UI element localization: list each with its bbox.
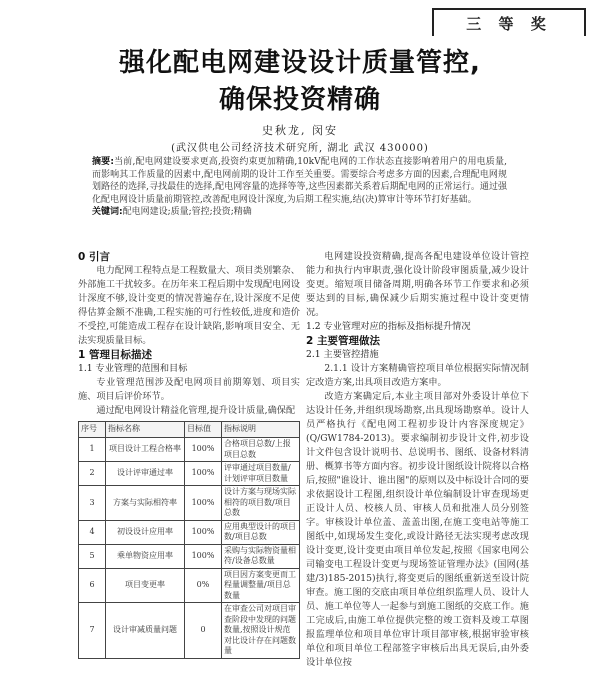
article-title-line2: 确保投资精确 xyxy=(218,85,381,115)
row-name: 项目设计工程合格率 xyxy=(106,438,185,462)
table-row xyxy=(79,568,300,603)
table-row xyxy=(79,520,300,544)
row-desc: 项目因方案变更而工程量调整量/项目总数量 xyxy=(222,568,300,603)
row-desc: 合格项目总数/上报项目总数 xyxy=(222,438,300,462)
row-desc: 应用典型设计的项目数/项目总数 xyxy=(222,520,300,544)
row-name: 项目变更率 xyxy=(106,568,185,603)
row-name: 设计审减质量问题 xyxy=(106,603,185,659)
table-row xyxy=(79,544,300,568)
table-header: 指标说明 xyxy=(222,422,300,438)
right-column xyxy=(306,250,529,670)
row-target: 100% xyxy=(185,544,222,568)
table-header: 指标名称 xyxy=(106,422,185,438)
row-desc: 设计方案与现场实际相符的项目数/项目总数 xyxy=(222,486,300,521)
row-name: 乘单物资应用率 xyxy=(106,544,185,568)
row-no: 7 xyxy=(79,603,106,659)
table-row xyxy=(79,438,300,462)
table-header: 目标值 xyxy=(185,422,222,438)
indicator-table xyxy=(78,421,300,659)
row-no: 3 xyxy=(79,486,106,521)
row-desc: 采购与实际物资量相符/设备总数量 xyxy=(222,544,300,568)
abstract-label: 摘要: xyxy=(92,157,114,167)
keywords-label: 关键词: xyxy=(92,207,123,218)
section-1-heading: 1 管理目标描述 xyxy=(78,349,152,361)
row-no: 6 xyxy=(79,568,106,603)
section-1-1-text2: 通过配电网设计精益化管理,提升设计质量,确保配 xyxy=(96,405,296,416)
row-desc: 评审通过项目数量/计划评审项目数量 xyxy=(222,462,300,486)
row-target: 0% xyxy=(185,568,222,603)
row-name: 设计评审通过率 xyxy=(106,462,185,486)
row-no: 4 xyxy=(79,520,106,544)
keywords-text: 配电网建设;质量;管控;投资;精确 xyxy=(122,207,252,218)
abstract xyxy=(92,156,507,219)
affiliation: (武汉供电公司经济技术研究所, 湖北 武汉 430000) xyxy=(171,143,429,154)
row-target: 100% xyxy=(185,486,222,521)
row-target: 100% xyxy=(185,520,222,544)
award-badge: 三 等 奖 xyxy=(432,8,586,36)
table-header: 序号 xyxy=(79,422,106,438)
row-no: 5 xyxy=(79,544,106,568)
row-no: 2 xyxy=(79,462,106,486)
row-desc: 在审查公司对项目审查阶段中发现的问题数量,按照设计规范对比设计存在问题数量 xyxy=(222,603,300,659)
table-row xyxy=(79,603,300,659)
table-row xyxy=(79,486,300,521)
article-title-line1: 强化配电网建设设计质量管控, xyxy=(119,48,481,78)
table-row xyxy=(79,462,300,486)
row-no: 1 xyxy=(79,438,106,462)
abstract-text: 当前,配电网建设要求更高,投资约束更加精确,10kV配电网的工作状态直接影响着用户的用电质量,而影响其工作质量的因素中,配电网前期的设计工作至关重要。需要综合考虑多方面的因素,合理配电网规划路径的选择,寻找最佳的选择,配电网容量的选择等等,这些因素都关系着后期配电网的正常运行。通过强化配电网设计质量前期管控,改善配电网设计深度,为后期工程实施,结(决)算审计等环节打好基础。 xyxy=(92,157,507,205)
authors: 史秋龙, 闵安 xyxy=(262,124,338,137)
intro-text: 电网建设投资精确,提高各配电建设单位设计管控能力和执行内审职责,强化设计阶段审图质量,减少设计变更。缩短项目储备周期,明确各环节工作要求和必须要达到的目标,确保减少后期实施过程中设计变更情况。 xyxy=(306,251,529,318)
section-1-1-text: 专业管理范围涉及配电网项目前期筹划、项目实施、项目后评价环节。 xyxy=(78,377,300,402)
row-target: 0 xyxy=(185,603,222,659)
section-1-2-heading: 1.2 专业管理对应的指标及指标提升情况 xyxy=(306,321,471,332)
row-name: 方案与实际相符率 xyxy=(106,486,185,521)
section-2-heading: 2 主要管理做法 xyxy=(306,335,380,347)
row-target: 100% xyxy=(185,438,222,462)
row-name: 初设设计应用率 xyxy=(106,520,185,544)
section-0-text: 电力配网工程特点是工程数量大、项目类别繁杂、外部施工干扰较多。在历年来工程后期中发现配电网设计深度不够,设计变更的情况普遍存在,设计深度不足使得估算金额不准确,工程实施的可行性较低,进度和造价不受控,可能造成工程存在设计缺陷,影响项目安全、无法实现质量目标。 xyxy=(78,265,300,346)
left-column xyxy=(78,250,300,659)
section-1-1-heading: 1.1 专业管理的范围和目标 xyxy=(78,363,188,374)
section-2-1-1-para2: 改造方案确定后,本业主项目部对外委设计单位下达设计任务,并组织现场勘察,出具现场勘察单。设计人员严格执行《配电网工程初步设计内容深度规定》(Q/GW1784-2013)。要求编制初步设计文件,初步设计文件包含设计说明书、总说明书、图纸、设备材料清册、概算书等方面内容。初步设计图纸设计院将以合格后,按照"谁设计、谁出图"的原则以及中标设计合同的要求依据设计工程图,组织设计单位编制设计审查现场更正设计人员、校核人员、审核人员和批准人员分别签字。审核设计单位盖、盖盖出图,在施工变电站等施工图纸中,如现场发生变化,或设计路径无法实现考虑改现设计变更,设计变更由项目单位发起,按照《国家电网公司输变电工程设计变更与现场签证管理办法》(国网(基建/3)185-2015)执行,将变更后的图纸重新送至设计院审查。施工图的交底由项目单位组织监理人员、设计人员、施工单位等人一起参与到施工图纸的交底工作。施工完成后,由施工单位提供完整的竣工资料及竣工草图报监理单位和项目单位审计项目部审核,根据审验审核单位和项目单位工程部签字审核后出具无误后,由外委设计单位按 xyxy=(306,391,529,668)
section-2-1-heading: 2.1 主要管控措施 xyxy=(306,349,379,360)
section-0-heading: 0 引言 xyxy=(78,251,110,263)
row-target: 100% xyxy=(185,462,222,486)
section-2-1-1-text: 2.1.1 设计方案精确管控项目单位根据实际情况制定改造方案,出具项目改造方案申。 xyxy=(306,363,529,388)
